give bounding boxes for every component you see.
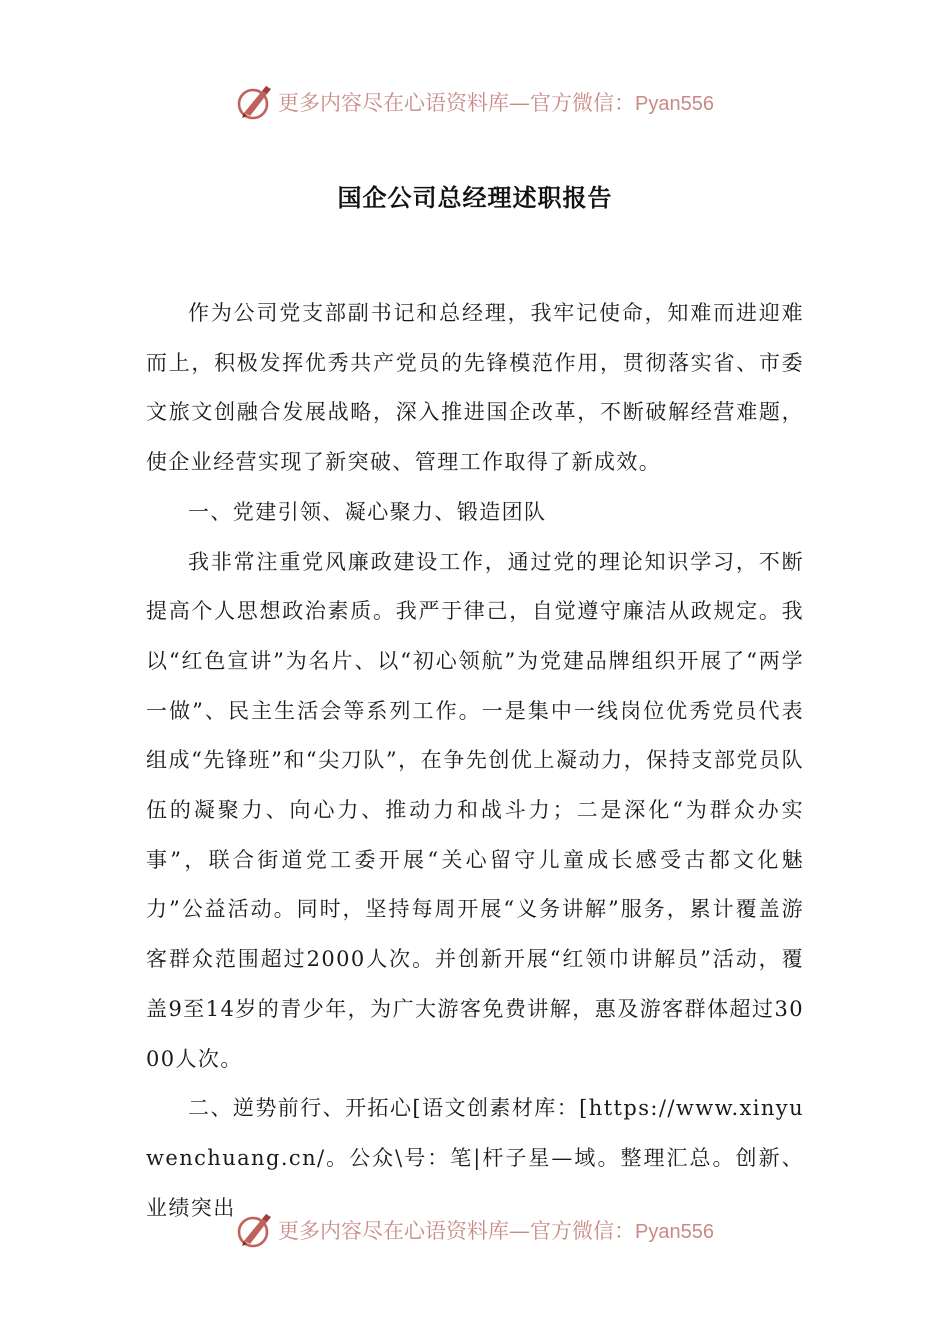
paragraph-party-building: 我非常注重党风廉政建设工作，通过党的理论知识学习，不断提高个人思想政治素质。我严于律己，自觉遵守廉洁从政规定。我以“红色宣讲”为名片、以“初心领航”为党建品牌组织开展了“两学一做”、民主生活会等系列工作。一是集中一线岗位优秀党员代表组成“先锋班”和“尖刀队”，在争先创优上凝动力，保持支部党员队伍的凝聚力、向心力、推动力和战斗力；二是深化“为群众办实事”，联合街道党工委开展“关心留守儿童成长感受古都文化魅力”公益活动。同时，坚持每周开展“义务讲解”服务，累计覆盖游客群众范围超过2000人次。并创新开展“红领巾讲解员”活动，覆盖9至14岁的青少年，为广大游客免费讲解，惠及游客群体超过3000人次。	[146, 549, 804, 1071]
document-title: 国企公司总经理述职报告	[337, 184, 613, 212]
header-watermark-banner	[0, 80, 950, 124]
section-heading-2: 二、逆势前行、开拓心[语文创素材库：[https://www.xinyuwenchuang.cn/。公众\号：笔|杆子星—域。整理汇总。创新、业绩突出	[146, 1096, 804, 1220]
footer-wechat-id: Pyan556	[635, 1221, 714, 1243]
header-watermark-text: 更多内容尽在心语资料库—官方微信：Pyan556	[278, 91, 714, 115]
document-body	[146, 289, 804, 1233]
section-heading-1: 一、党建引领、凝心聚力、锻造团队	[188, 499, 547, 524]
footer-watermark-text: 更多内容尽在心语资料库—官方微信：Pyan556	[278, 1219, 714, 1243]
header-wechat-id: Pyan556	[635, 93, 714, 115]
paragraph-intro: 作为公司党支部副书记和总经理，我牢记使命，知难而进迎难而上，积极发挥优秀共产党员的先锋模范作用，贯彻落实省、市委文旅文创融合发展战略，深入推进国企改革，不断破解经营难题，使企业经营实现了新突破、管理工作取得了新成效。	[146, 301, 804, 475]
pen-nib-logo-icon	[236, 83, 274, 121]
footer-watermark-banner	[0, 1208, 950, 1252]
pen-nib-logo-icon	[236, 1211, 274, 1249]
